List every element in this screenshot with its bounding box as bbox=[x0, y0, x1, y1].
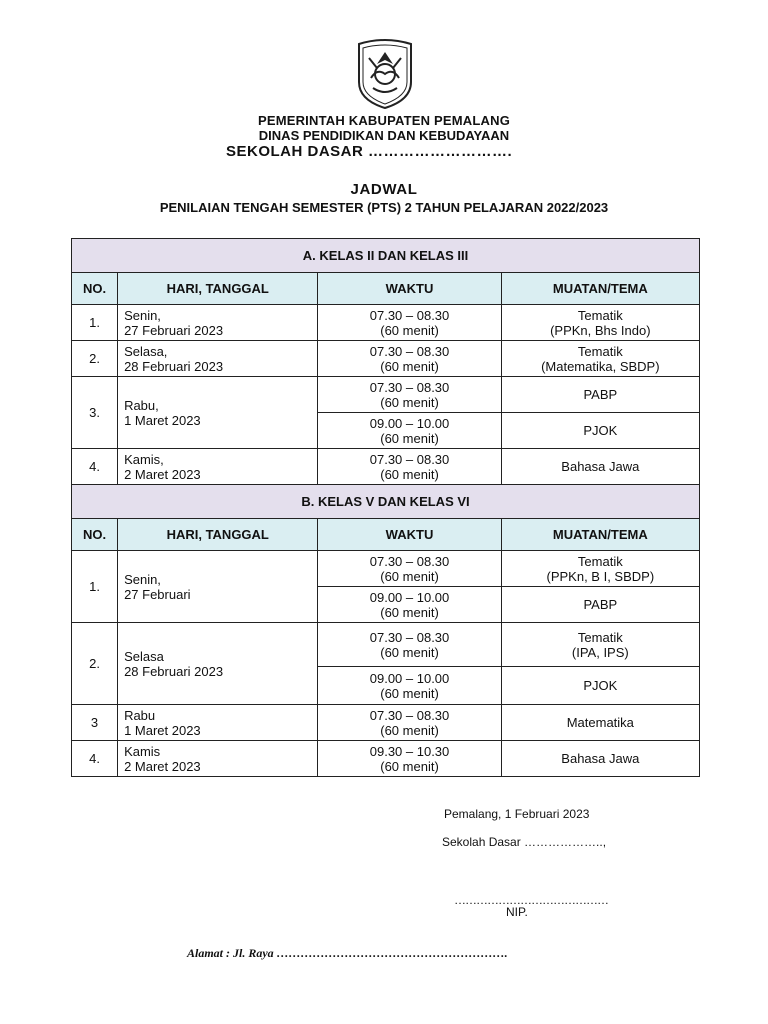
row-subject: PABP bbox=[501, 377, 699, 413]
table-row bbox=[72, 741, 700, 777]
row-time: 07.30 – 08.30 (60 menit) bbox=[318, 377, 501, 413]
school-signoff: Sekolah Dasar ……………….., bbox=[442, 835, 607, 849]
row-no: 2. bbox=[72, 623, 118, 705]
table-row bbox=[72, 305, 700, 341]
regency-emblem-icon bbox=[353, 38, 417, 110]
col-day: HARI, TANGGAL bbox=[118, 519, 318, 551]
table-row bbox=[72, 341, 700, 377]
section-a-title: A. KELAS II DAN KELAS III bbox=[72, 239, 700, 273]
row-day: Rabu 1 Maret 2023 bbox=[118, 705, 318, 741]
table-row bbox=[72, 623, 700, 667]
row-time: 07.30 – 08.30 (60 menit) bbox=[318, 623, 501, 667]
government-heading: PEMERINTAH KABUPATEN PEMALANG bbox=[257, 113, 511, 128]
row-time: 07.30 – 08.30 (60 menit) bbox=[318, 305, 501, 341]
department-heading: DINAS PENDIDIKAN DAN KEBUDAYAAN bbox=[258, 128, 510, 143]
col-day: HARI, TANGGAL bbox=[118, 273, 318, 305]
col-time: WAKTU bbox=[318, 519, 501, 551]
row-subject: Tematik (IPA, IPS) bbox=[501, 623, 699, 667]
row-time: 07.30 – 08.30 (60 menit) bbox=[318, 551, 501, 587]
row-day: Selasa 28 Februari 2023 bbox=[118, 623, 318, 705]
row-time: 07.30 – 08.30 (60 menit) bbox=[318, 449, 501, 485]
table-row bbox=[72, 705, 700, 741]
row-no: 3. bbox=[72, 377, 118, 449]
row-subject: Bahasa Jawa bbox=[501, 741, 699, 777]
signature-line: …………………………………… bbox=[454, 893, 608, 907]
table-row bbox=[72, 551, 700, 587]
schedule-table bbox=[71, 238, 700, 777]
row-subject: PABP bbox=[501, 587, 699, 623]
schedule-subtitle: PENILAIAN TENGAH SEMESTER (PTS) 2 TAHUN PELAJARAN 2022/2023 bbox=[159, 200, 609, 215]
row-time: 07.30 – 08.30 (60 menit) bbox=[318, 341, 501, 377]
row-day: Senin, 27 Februari 2023 bbox=[118, 305, 318, 341]
nip-label: NIP. bbox=[506, 905, 528, 919]
row-time: 09.00 – 10.00 (60 menit) bbox=[318, 413, 501, 449]
address-line: Alamat : Jl. Raya …………………………………………………. bbox=[187, 946, 508, 960]
col-subject: MUATAN/TEMA bbox=[501, 273, 699, 305]
row-time: 09.00 – 10.00 (60 menit) bbox=[318, 587, 501, 623]
col-no: NO. bbox=[72, 273, 118, 305]
col-no: NO. bbox=[72, 519, 118, 551]
place-date: Pemalang, 1 Februari 2023 bbox=[444, 807, 590, 821]
row-day: Kamis, 2 Maret 2023 bbox=[118, 449, 318, 485]
row-no: 4. bbox=[72, 449, 118, 485]
row-day: Senin, 27 Februari bbox=[118, 551, 318, 623]
row-day: Selasa, 28 Februari 2023 bbox=[118, 341, 318, 377]
row-subject: Matematika bbox=[501, 705, 699, 741]
row-time: 09.00 – 10.00 (60 menit) bbox=[318, 667, 501, 705]
row-day: Kamis 2 Maret 2023 bbox=[118, 741, 318, 777]
row-no: 2. bbox=[72, 341, 118, 377]
section-b-title: B. KELAS V DAN KELAS VI bbox=[72, 485, 700, 519]
row-subject: Tematik (PPKn, B I, SBDP) bbox=[501, 551, 699, 587]
row-time: 07.30 – 08.30 (60 menit) bbox=[318, 705, 501, 741]
table-row bbox=[72, 449, 700, 485]
row-no: 4. bbox=[72, 741, 118, 777]
schedule-title: JADWAL bbox=[350, 181, 418, 198]
row-subject: PJOK bbox=[501, 667, 699, 705]
row-day: Rabu, 1 Maret 2023 bbox=[118, 377, 318, 449]
row-no: 1. bbox=[72, 551, 118, 623]
row-no: 1. bbox=[72, 305, 118, 341]
row-time: 09.30 – 10.30 (60 menit) bbox=[318, 741, 501, 777]
school-heading: SEKOLAH DASAR ………………………. bbox=[226, 143, 513, 160]
row-subject: Bahasa Jawa bbox=[501, 449, 699, 485]
col-subject: MUATAN/TEMA bbox=[501, 519, 699, 551]
row-subject: Tematik (Matematika, SBDP) bbox=[501, 341, 699, 377]
row-no: 3 bbox=[72, 705, 118, 741]
row-subject: Tematik (PPKn, Bhs Indo) bbox=[501, 305, 699, 341]
table-row bbox=[72, 377, 700, 413]
col-time: WAKTU bbox=[318, 273, 501, 305]
row-subject: PJOK bbox=[501, 413, 699, 449]
